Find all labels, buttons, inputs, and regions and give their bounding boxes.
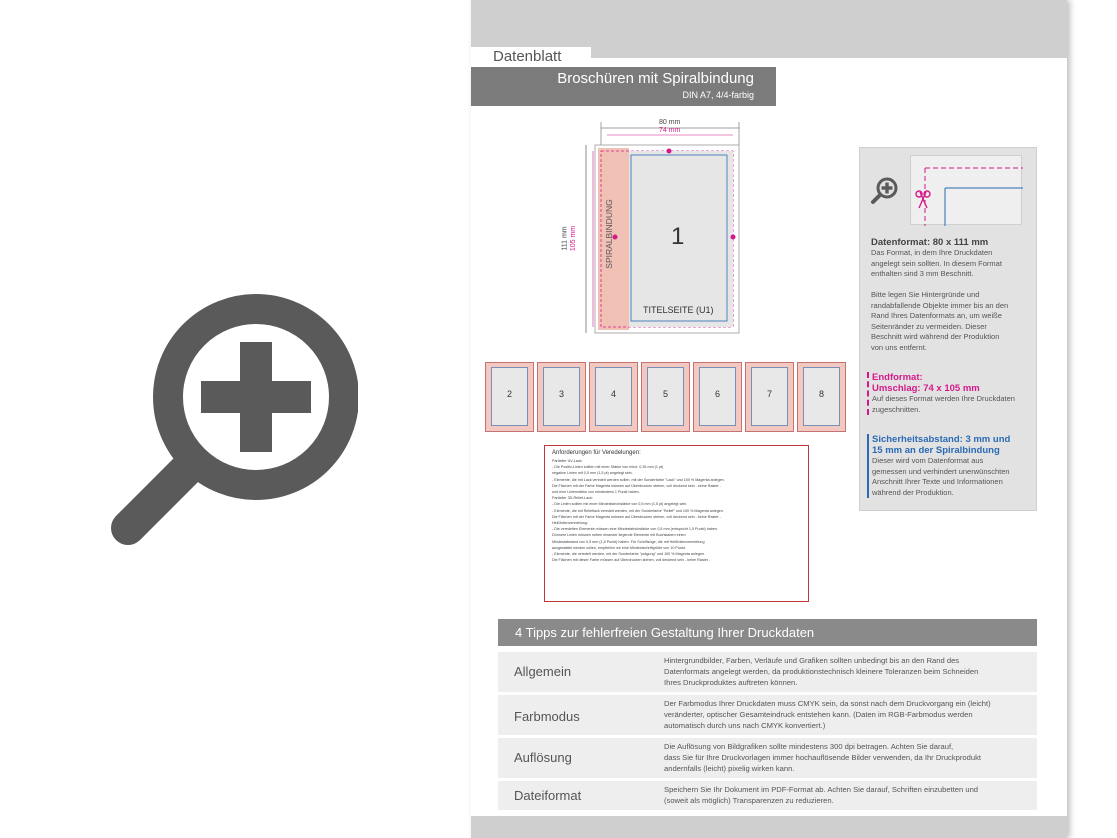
data-format-line: Beschnitt wird während der Produktion [871, 332, 1000, 341]
datasheet-page [471, 0, 1067, 838]
requirements-line: - Die veredelten Elemente müssen eine Mindeststrichstärke von 0,5 mm (entspricht 1,5 Punkt) haben. [552, 527, 719, 532]
tip-line: veränderter, optischer Gesamteindruck entstehen kann. (Daten im RGB-Farbmodus werden [664, 710, 973, 719]
cover-label: TITELSEITE (U1) [643, 305, 714, 315]
requirements-line: Partieller 3D-Relief-Lack: [552, 496, 593, 501]
page-thumbnail [537, 362, 586, 432]
safety-margin-binding: 15 mm an der Spiralbindung [872, 445, 1000, 456]
tip-line: Datenformats angelegt werden, da produktionstechnisch kleinere Toleranzen beim Schneiden [664, 667, 979, 676]
page-number: 1 [671, 223, 685, 250]
data-format-title: Datenformat: 80 x 111 mm [871, 237, 989, 248]
tip-line: Hintergrundbilder, Farben, Verläufe und Grafiken sollten unbedingt bis an den Rand des [664, 656, 960, 665]
requirements-line: Die Flächen mit der Farbe Magenta müssen auf Überdrucken stehen, voll deckend sein - keine Raster - [552, 514, 721, 519]
tip-line: Ihres Druckproduktes auftreten können. [664, 678, 798, 687]
safety-margin-section [867, 434, 1027, 498]
data-format-line: Seitenränder zu vermeiden. Dieser [871, 321, 987, 331]
thumbnail-number: 7 [766, 389, 772, 399]
height-inner-label: 105 mm [570, 225, 578, 252]
format-diagram [561, 117, 751, 339]
requirements-line: und eine Linienstärke von mindestens 1 Punkt haben. [552, 490, 640, 495]
data-format-line: randabfallende Objekte immer bis an den [871, 300, 1009, 310]
datasheet-label: Datenblatt [471, 47, 591, 67]
tip-line: dass Sie für Ihre Druckvorlagen immer hochauflösende Bilder verwenden, da Ihr Druckprodukt [664, 753, 981, 762]
tip-row [498, 652, 1037, 692]
thumbnail-number: 6 [714, 389, 720, 399]
thumbnail-number: 8 [818, 389, 824, 399]
tip-label: Dateiformat [514, 788, 582, 803]
page-thumbnail [589, 362, 638, 432]
corner-preview-drawing [911, 156, 1023, 226]
requirements-line: - Die Positiv-Linien sollten mit einer Stärke von mind. 0,35 mm (1 pt) [552, 465, 664, 470]
tip-line: Speichern Sie Ihr Dokument im PDF-Format ab. Achten Sie darauf, Schriften einzubetten und [664, 785, 979, 794]
data-format-line: enthalten sind 3 mm Beschnitt. [871, 269, 974, 278]
end-format-section [867, 372, 1027, 415]
requirements-line: - Elemente, die mit Lack veredelt werden sollen, mit der Sonderfarbe "Lack" und 100 % Magenta anlegen. [552, 477, 725, 482]
end-format-line: zugeschnitten. [872, 404, 921, 414]
tip-line: andernfalls (leicht) pixelig wirken kann. [664, 764, 795, 773]
safety-margin-line: gemessen und verhindert unerwünschten [872, 466, 1010, 476]
tip-label: Farbmodus [514, 709, 580, 724]
requirements-line: Heißfolienveredelung: [552, 521, 588, 526]
safety-margin-line: während der Produktion. [872, 487, 954, 497]
requirements-line: - Elemente, die veredelt werden, mit der Sonderfarbe "prägung" und 100 % Magenta anlegen. [552, 552, 706, 557]
tip-label: Auflösung [514, 750, 572, 765]
tip-text [664, 784, 1029, 806]
tip-line: Der Farbmodus Ihrer Druckdaten muss CMYK sein, da sonst nach dem Druckvorgang ein (leicht) [664, 699, 991, 708]
page-thumbnail [745, 362, 794, 432]
requirements-line: Dünnere Linien müssen neben einander liegende Elemente mit Buchstaben einen [552, 533, 686, 538]
data-format-line: von uns entfernt. [871, 342, 927, 352]
thumbnail-number: 5 [662, 389, 668, 399]
data-format-section [871, 237, 1031, 353]
width-outer-label: 80 mm [659, 119, 681, 126]
title-bar [471, 67, 776, 106]
page-thumbnail [797, 362, 846, 432]
requirements-line: Mindestabstand von 0,5 mm (1,5 Punkt) haben. Für Schriftzüge, die mit Heißfolienveredelung [552, 539, 705, 544]
product-subtitle: DIN A7, 4/4-farbig [682, 90, 754, 100]
data-format-line: Bitte legen Sie Hintergründe und [871, 290, 980, 299]
tips-heading: 4 Tipps zur fehlerfreien Gestaltung Ihrer Druckdaten [498, 619, 1037, 646]
safety-margin-line: Anschnitt Ihrer Texte und Informationen [872, 477, 1003, 486]
format-info-panel [859, 147, 1037, 511]
product-title: Broschüren mit Spiralbindung [557, 70, 754, 87]
binding-label: SPIRALBINDUNG [604, 199, 614, 269]
tip-label: Allgemein [514, 664, 572, 679]
zoom-in-icon[interactable] [108, 294, 358, 546]
safety-margin-line: Dieser wird vom Datenformat aus [872, 456, 984, 465]
data-format-line: angelegt sein sollten. In diesem Format [871, 258, 1002, 268]
requirements-line: Die Flächen mit der Farbe Magenta müssen auf Überdrucken stehen, voll deckend sein - keine Raster - [552, 483, 721, 488]
requirements-line: - Elemente, die mit Relieflack veredelt werden, mit der Sonderfarbe "Relief" und 100 % Magenta anlegen. [552, 508, 724, 513]
thumbnail-number: 4 [610, 389, 616, 399]
requirements-line: - Die Linien sollten mit einer Mindeststrichstärke von 0,5 mm (1,5 pt) angelegt sein. [552, 502, 688, 507]
requirements-body [552, 458, 801, 563]
tip-row [498, 781, 1037, 810]
zoom-in-icon[interactable] [870, 176, 900, 206]
tip-line: automatisch durch uns nach CMYK konvertiert.) [664, 721, 826, 730]
tip-text [664, 655, 1029, 688]
footer-band [471, 816, 1067, 838]
page-thumbnail [485, 362, 534, 432]
tip-row [498, 738, 1037, 778]
tip-text [664, 741, 1029, 774]
requirements-line: ausgestattet werden sollen, empfehlen wir eine Mindestschriftgröße von 10 Punkt. [552, 545, 686, 550]
thumbnail-number: 2 [506, 389, 512, 399]
end-format-line: Auf dieses Format werden Ihre Druckdaten [872, 394, 1015, 403]
data-format-line [871, 280, 1031, 291]
tip-text [664, 698, 1029, 731]
tip-line: Die Auflösung von Bildgrafiken sollte mindestens 300 dpi betragen. Achten Sie darauf, [664, 742, 954, 751]
finishing-requirements-box [544, 445, 809, 602]
tip-line: (soweit als möglich) Transparenzen zu reduzieren. [664, 796, 834, 805]
requirements-title: Anforderungen für Veredelungen: [552, 450, 641, 456]
page-thumbnail [641, 362, 690, 432]
requirements-line: Partieller UV-Lack: [552, 459, 583, 463]
requirements-line: negative Linien mit 0,5 mm (1,5 pt) angelegt sein. [552, 471, 633, 476]
data-format-line: Rand Ihres Datenformats an, um weiße [871, 311, 1002, 320]
end-format-title: Endformat: [872, 372, 923, 383]
thumbnail-number: 3 [558, 389, 564, 399]
height-outer-label: 111 mm [561, 226, 569, 251]
width-inner-label: 74 mm [659, 127, 681, 134]
end-format-size: Umschlag: 74 x 105 mm [872, 383, 980, 394]
safety-margin-title: Sicherheitsabstand: 3 mm und [872, 434, 1011, 445]
requirements-line: Die Flächen mit dieser Farbe müssen auf Überdrucken stehen, voll deckend sein - keine Raster - [552, 558, 711, 563]
data-format-line: Das Format, in dem Ihre Druckdaten [871, 248, 993, 257]
corner-preview [910, 155, 1022, 225]
page-thumbnail [693, 362, 742, 432]
tip-row [498, 695, 1037, 735]
